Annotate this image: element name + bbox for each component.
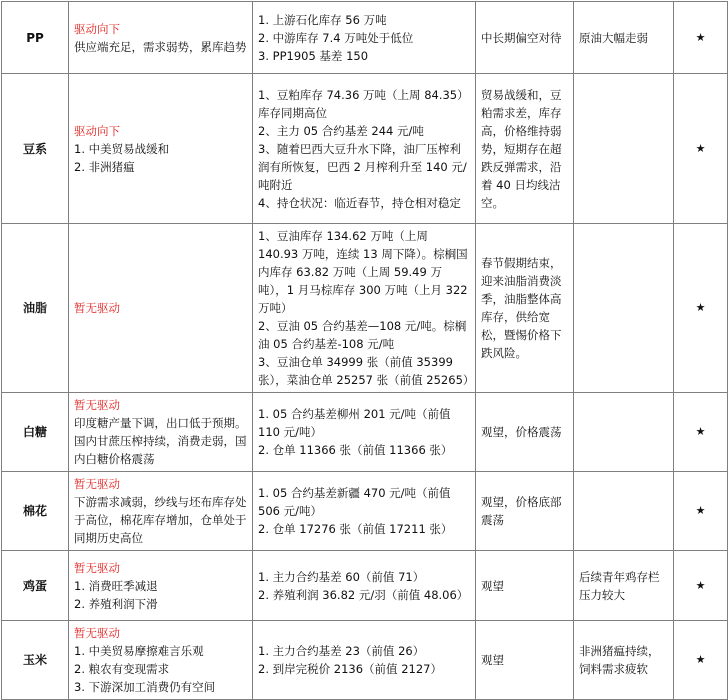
- commodity-name: 白糖: [2, 393, 69, 472]
- view-cell: 观望: [476, 621, 574, 700]
- driver-line: 2. 养殖利润下滑: [74, 596, 158, 611]
- table-row: [2, 472, 728, 551]
- driver-line: 1. 中美贸易摩擦难言乐观: [74, 644, 204, 658]
- table-row: [2, 2, 728, 74]
- futures-table: [1, 1, 728, 700]
- commodity-name: 豆系: [2, 74, 69, 224]
- note-cell: [574, 224, 674, 393]
- star-icon: ★: [674, 74, 728, 224]
- driver-line: 印度糖产量下调，出口低于预期。国内甘蔗压榨持续，消费走弱，国内白糖价格震荡: [74, 416, 247, 466]
- table-row: [2, 621, 728, 700]
- note-cell: 后续青年鸡存栏压力较大: [574, 551, 674, 621]
- fundamental-line: 1. 05 合约基差新疆 470 元/吨（前值 506 元/吨）: [258, 486, 451, 518]
- note-cell: 原油大幅走弱: [574, 2, 674, 74]
- fundamental-line: 1、豆油库存 134.62 万吨（上周 140.93 万吨，连续 13 周下降）。棕榈国内库存 63.82 万吨（上周 59.49 万吨），1 月马棕库存 300 万吨（上月 322 万吨）: [258, 229, 468, 315]
- driver-line: 供应端充足，需求弱势，累库趋势: [74, 39, 247, 54]
- star-icon: ★: [674, 393, 728, 472]
- fundamental-line: 1、豆粕库存 74.36 万吨（上周 84.35）库存同期高位: [258, 87, 469, 120]
- driver-status: 暂无驱动: [74, 560, 120, 575]
- driver-cell: [69, 224, 253, 393]
- view-cell: 观望: [476, 551, 574, 621]
- view-cell: 中长期偏空对待: [476, 2, 574, 74]
- fundamental-line: 2. 到岸完税价 2136（前值 2127）: [258, 662, 442, 676]
- commodity-name: 油脂: [2, 224, 69, 393]
- driver-line: 1. 中美贸易战缓和: [74, 141, 170, 156]
- view-cell: 观望，价格震荡: [476, 393, 574, 472]
- driver-line: 1. 消费旺季减退: [74, 578, 158, 593]
- driver-status: 驱动向下: [74, 21, 120, 36]
- driver-status: 暂无驱动: [74, 301, 120, 315]
- table-row: [2, 74, 728, 224]
- note-cell: [574, 472, 674, 551]
- star-icon: ★: [674, 621, 728, 700]
- fundamentals-cell: [253, 74, 476, 224]
- star-icon: ★: [674, 224, 728, 393]
- commodity-name: 鸡蛋: [2, 551, 69, 621]
- driver-cell: [69, 2, 253, 74]
- driver-status: 暂无驱动: [74, 626, 120, 640]
- fundamentals-cell: [253, 393, 476, 472]
- star-icon: ★: [674, 2, 728, 74]
- fundamental-line: 3、豆油仓单 34999 张（前值 35399 张），菜油仓单 25257 张（前值 25265）: [258, 355, 475, 387]
- commodity-name: 棉花: [2, 472, 69, 551]
- star-icon: ★: [674, 551, 728, 621]
- note-cell: [574, 74, 674, 224]
- fundamental-line: 1. 主力合约基差 60（前值 71）: [258, 569, 425, 584]
- driver-cell: [69, 74, 253, 224]
- table-row: [2, 224, 728, 393]
- fundamental-line: 1. 上游石化库存 56 万吨: [258, 12, 387, 27]
- fundamental-line: 4、持仓状况：临近春节，持仓相对稳定: [258, 195, 461, 210]
- fundamental-line: 2、主力 05 合约基差 244 元/吨: [258, 123, 424, 138]
- fundamental-line: 2. 养殖利润 36.82 元/羽（前值 48.06）: [258, 587, 469, 602]
- view-cell: 贸易战缓和，豆粕需求差，库存高，价格维持弱势，短期存在超跌反弹需求，沿着 40 日均线沽空。: [476, 74, 574, 224]
- driver-cell: [69, 393, 253, 472]
- fundamental-line: 1. 主力合约基差 23（前值 26）: [258, 644, 425, 658]
- driver-line: 3. 下游深加工消费仍有空间: [74, 680, 216, 694]
- commodity-name: 玉米: [2, 621, 69, 700]
- fundamental-line: 2. 仓单 17276 张（前值 17211 张）: [258, 522, 453, 536]
- note-cell: 非洲猪瘟持续，饲料需求疲软: [574, 621, 674, 700]
- note-cell: [574, 393, 674, 472]
- driver-cell: [69, 551, 253, 621]
- driver-line: 2. 非洲猪瘟: [74, 159, 135, 174]
- driver-status: 暂无驱动: [74, 477, 120, 491]
- table-row: [2, 551, 728, 621]
- fundamentals-cell: [253, 472, 476, 551]
- commodity-name: PP: [2, 2, 69, 74]
- fundamental-line: 2. 仓单 11366 张（前值 11366 张）: [258, 443, 453, 457]
- driver-cell: [69, 472, 253, 551]
- view-cell: 观望，价格底部震荡: [476, 472, 574, 551]
- driver-line: 2. 粮农有变现需求: [74, 662, 170, 676]
- fundamental-line: 3、随着巴西大豆升水下降，油厂压榨利润有所恢复，巴西 2 月榨利升至 140 元/吨附近: [258, 141, 467, 192]
- fundamentals-cell: [253, 2, 476, 74]
- star-icon: ★: [674, 472, 728, 551]
- fundamentals-cell: [253, 224, 476, 393]
- fundamental-line: 3. PP1905 基差 150: [258, 48, 369, 63]
- driver-status: 暂无驱动: [74, 398, 120, 412]
- view-cell: 春节假期结束，迎来油脂消费淡季，油脂整体高库存，供给宽松，暨惕价格下跌风险。: [476, 224, 574, 393]
- fundamental-line: 1. 05 合约基差柳州 201 元/吨（前值 110 元/吨）: [258, 407, 451, 439]
- fundamental-line: 2、豆油 05 合约基差—108 元/吨。棕榈油 05 合约基差-108 元/吨: [258, 319, 467, 351]
- driver-line: 下游需求减弱，纱线与坯布库存处于高位，棉花库存增加，仓单处于同期历史高位: [74, 495, 247, 545]
- table-row: [2, 393, 728, 472]
- fundamentals-cell: [253, 551, 476, 621]
- driver-cell: [69, 621, 253, 700]
- fundamental-line: 2. 中游库存 7.4 万吨处于低位: [258, 30, 414, 45]
- driver-status: 驱动向下: [74, 123, 120, 138]
- fundamentals-cell: [253, 621, 476, 700]
